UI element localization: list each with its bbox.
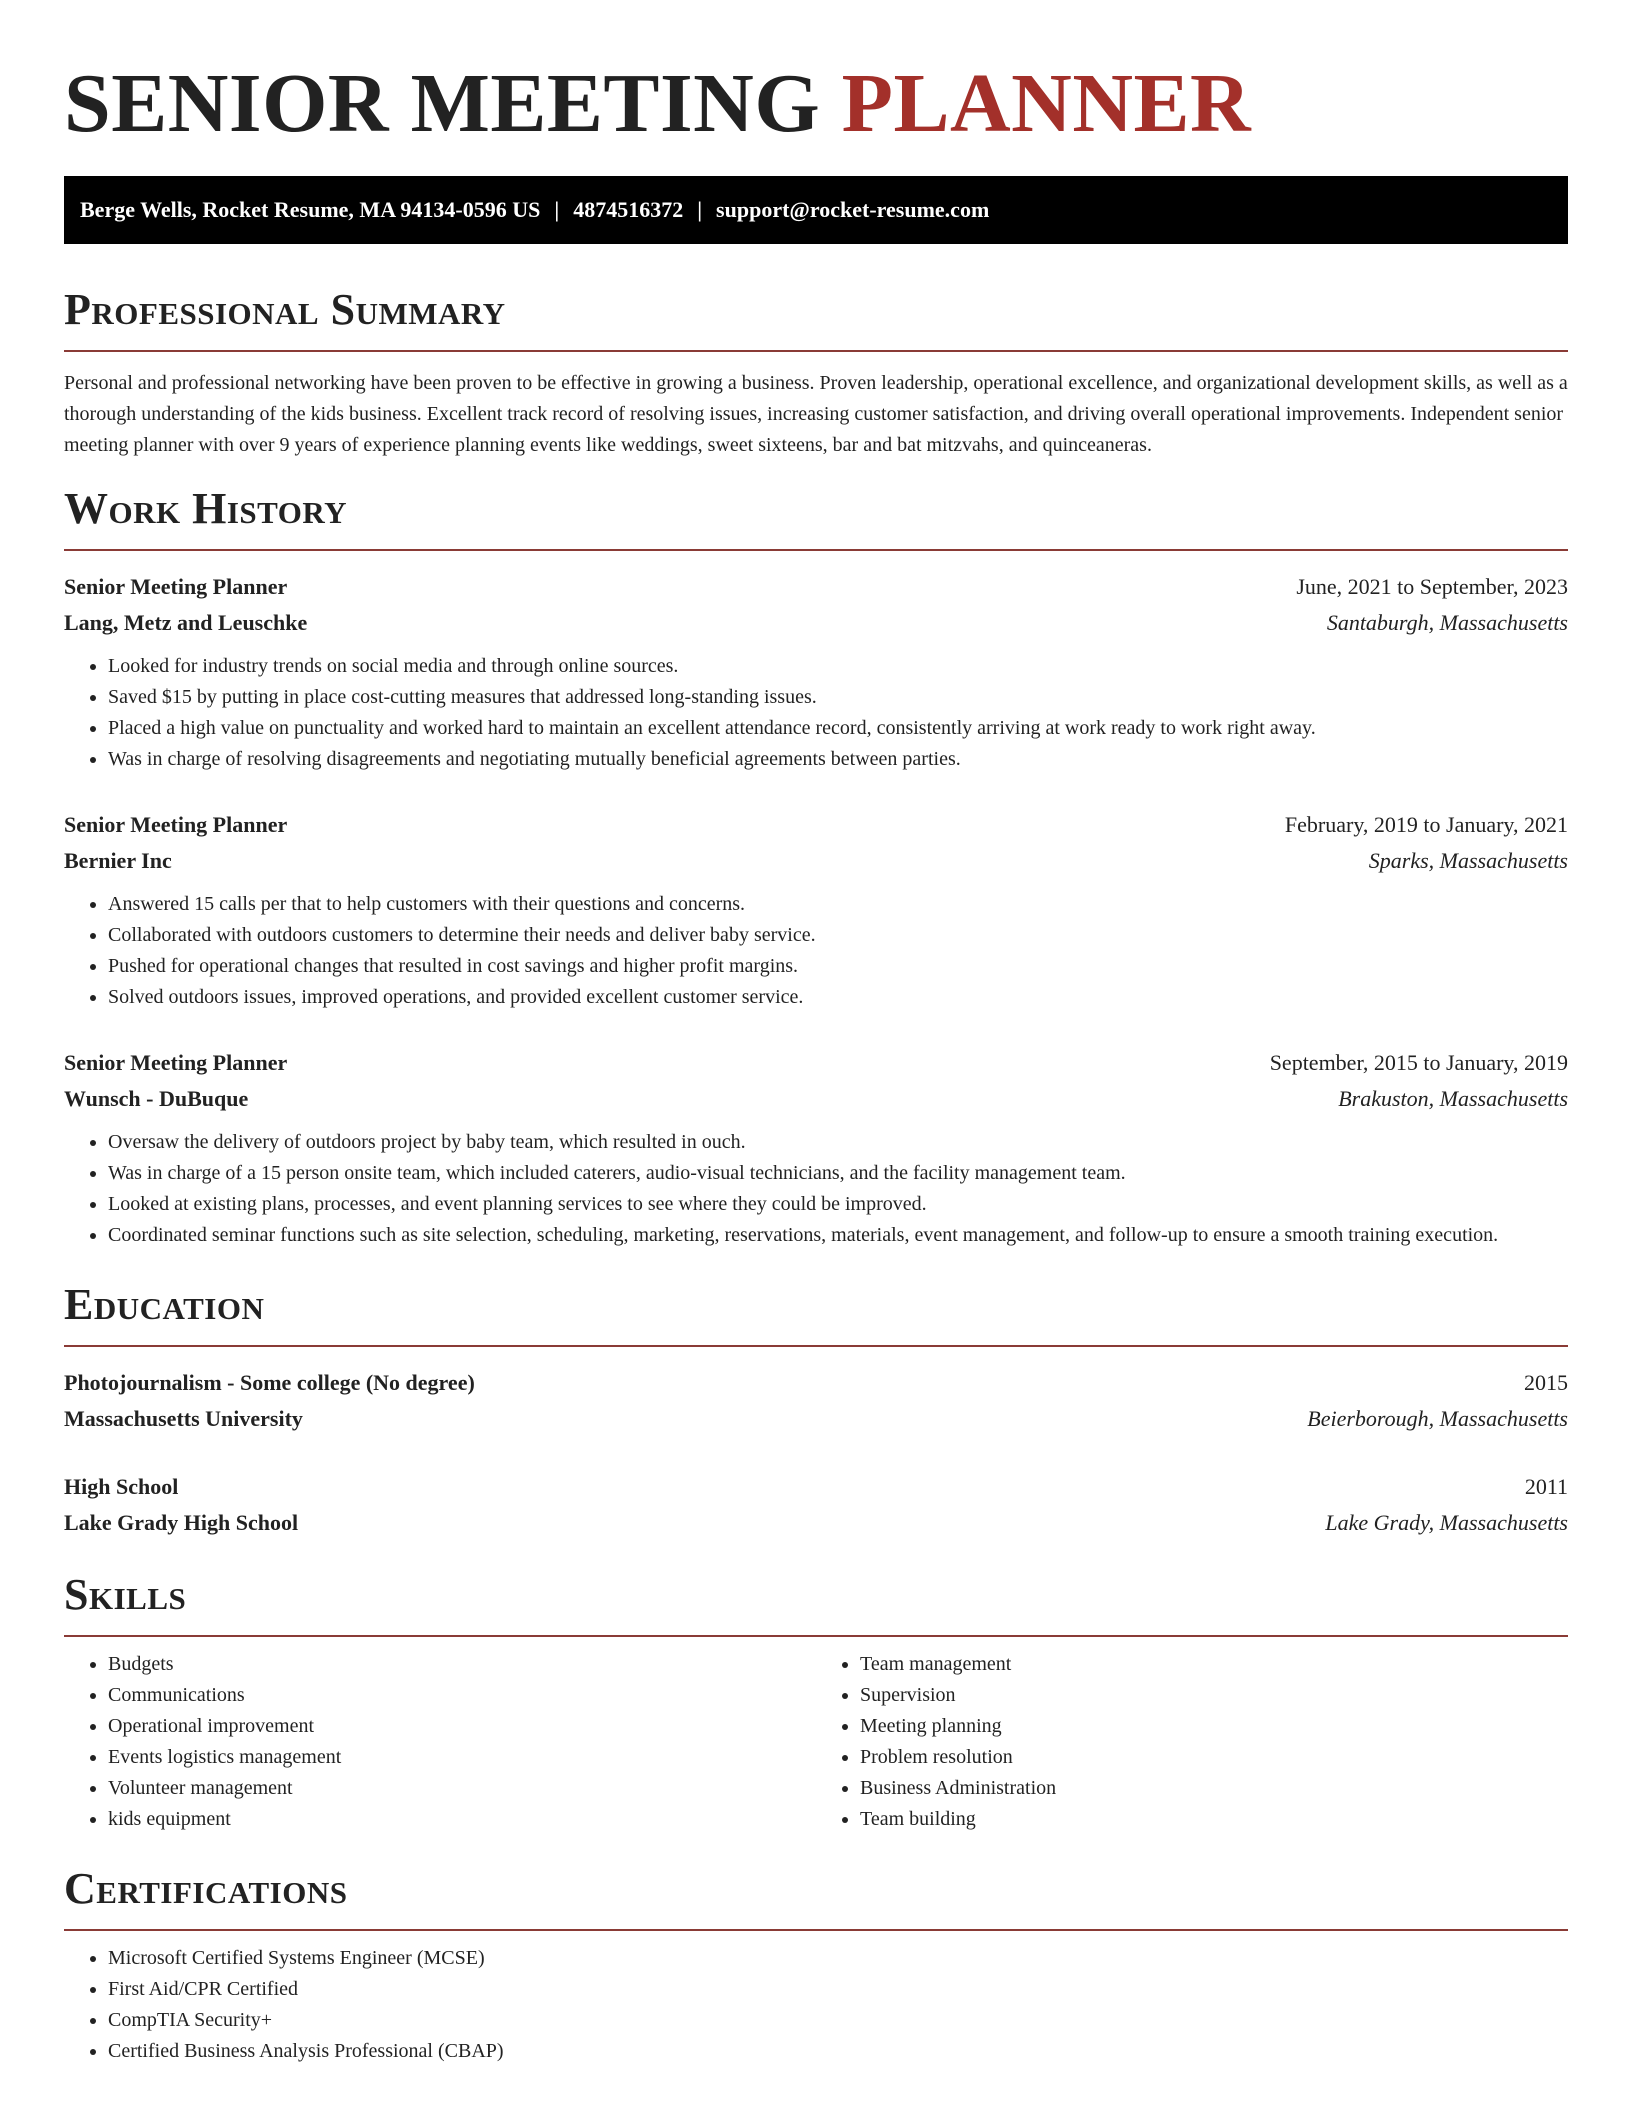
company-name: Lang, Metz and Leuschke [64, 610, 308, 635]
education-year: 2015 [1524, 1370, 1568, 1395]
section-title-education: Education [64, 1280, 265, 1329]
list-item: • Events logistics management [108, 1742, 816, 1773]
education-entry [64, 1469, 1568, 1541]
list-item: • Solved outdoors issues, improved operations, and provided excellent customer service. [108, 982, 1568, 1013]
section-divider [64, 1929, 1568, 1931]
contact-bar [64, 176, 1568, 244]
work-entry [64, 1045, 1568, 1251]
job-location: Brakuston, Massachusetts [1338, 1086, 1568, 1111]
contact-phone: 4874516372 [573, 197, 684, 222]
section-divider [64, 350, 1568, 352]
contact-separator: | [697, 197, 703, 222]
contact-email: support@rocket-resume.com [716, 197, 990, 222]
work-entry [64, 569, 1568, 775]
job-bullets [64, 651, 1568, 775]
section-divider [64, 549, 1568, 551]
skills-list-right [816, 1649, 1568, 1835]
list-item: • Looked at existing plans, processes, and event planning services to see where they could be improved. [108, 1189, 1568, 1220]
certifications-list [64, 1943, 1568, 2067]
title-first: SENIOR MEETING [64, 57, 821, 150]
title-second: PLANNER [841, 57, 1252, 150]
work-entry-header [64, 807, 1568, 843]
list-item: • Placed a high value on punctuality and worked hard to maintain an excellent attendance record, consistently arriving at work ready to work right away. [108, 713, 1568, 744]
job-bullets [64, 889, 1568, 1013]
school-location: Beierborough, Massachusetts [1307, 1406, 1568, 1431]
work-entry-header [64, 1045, 1568, 1081]
work-entry-header [64, 569, 1568, 605]
work-entry [64, 807, 1568, 1013]
education-entry-header [64, 1469, 1568, 1505]
skills-grid [64, 1637, 1568, 1835]
job-title: Senior Meeting Planner [64, 1050, 288, 1075]
job-bullets [64, 1127, 1568, 1251]
section-title-certifications: Certifications [64, 1864, 348, 1913]
school-name: Massachusetts University [64, 1406, 303, 1431]
list-item: • CompTIA Security+ [108, 2005, 1568, 2036]
work-entry-subheader [64, 843, 1568, 879]
education-entry-subheader [64, 1401, 1568, 1437]
school-name: Lake Grady High School [64, 1510, 299, 1535]
degree-name: High School [64, 1474, 179, 1499]
list-item: • Pushed for operational changes that resulted in cost savings and higher profit margins. [108, 951, 1568, 982]
school-location: Lake Grady, Massachusetts [1325, 1510, 1568, 1535]
work-section [64, 483, 1568, 1251]
list-item: • Oversaw the delivery of outdoors project by baby team, which resulted in ouch. [108, 1127, 1568, 1158]
list-item: • Business Administration [860, 1773, 1568, 1804]
skills-section [64, 1569, 1568, 1835]
education-entry-header [64, 1365, 1568, 1401]
list-item: • Was in charge of a 15 person onsite team, which included caterers, audio-visual technicians, and the facility management team. [108, 1158, 1568, 1189]
list-item: • Microsoft Certified Systems Engineer (MCSE) [108, 1943, 1568, 1974]
work-entry-subheader [64, 605, 1568, 641]
skills-list-left [64, 1649, 816, 1835]
summary-section [64, 284, 1568, 461]
section-title-work: Work History [64, 484, 348, 533]
list-item: • First Aid/CPR Certified [108, 1974, 1568, 2005]
degree-name: Photojournalism - Some college (No degree) [64, 1370, 475, 1395]
certifications-section [64, 1863, 1568, 2067]
company-name: Bernier Inc [64, 848, 172, 873]
education-section [64, 1279, 1568, 1541]
list-item: • Certified Business Analysis Professional (CBAP) [108, 2036, 1568, 2067]
list-item: • Team building [860, 1804, 1568, 1835]
list-item: • Collaborated with outdoors customers to determine their needs and deliver baby service. [108, 920, 1568, 951]
list-item: • Saved $15 by putting in place cost-cutting measures that addressed long-standing issues. [108, 682, 1568, 713]
education-entry [64, 1365, 1568, 1437]
work-entry-subheader [64, 1081, 1568, 1117]
summary-text: Personal and professional networking have been proven to be effective in growing a business. Proven leadership, operational excellence, and organizational development skills, as well as a thorough understanding of the kids business. Excellent track record of resolving issues, increasing customer satisfaction, and driving overall operational improvements. Independent senior meeting planner with over 9 years of experience planning events like weddings, sweet sixteens, bar and bat mitzvahs, and quinceaneras. [64, 372, 1568, 456]
job-dates: February, 2019 to January, 2021 [1284, 812, 1568, 837]
list-item: • Supervision [860, 1680, 1568, 1711]
job-title: Senior Meeting Planner [64, 574, 288, 599]
list-item: • Meeting planning [860, 1711, 1568, 1742]
contact-address: Berge Wells, Rocket Resume, MA 94134-0596 US [80, 197, 541, 222]
job-dates: September, 2015 to January, 2019 [1269, 1050, 1568, 1075]
list-item: • Was in charge of resolving disagreements and negotiating mutually beneficial agreements between parties. [108, 744, 1568, 775]
section-title-summary: Professional Summary [64, 285, 506, 334]
list-item: • Team management [860, 1649, 1568, 1680]
job-location: Santaburgh, Massachusetts [1326, 610, 1568, 635]
education-entry-subheader [64, 1505, 1568, 1541]
job-dates: June, 2021 to September, 2023 [1296, 574, 1568, 599]
job-location: Sparks, Massachusetts [1368, 848, 1568, 873]
resume-title [64, 54, 1568, 154]
list-item: • Problem resolution [860, 1742, 1568, 1773]
list-item: • Volunteer management [108, 1773, 816, 1804]
job-title: Senior Meeting Planner [64, 812, 288, 837]
list-item: • Answered 15 calls per that to help customers with their questions and concerns. [108, 889, 1568, 920]
list-item: • Operational improvement [108, 1711, 816, 1742]
contact-separator: | [554, 197, 560, 222]
section-divider [64, 1345, 1568, 1347]
list-item: • Communications [108, 1680, 816, 1711]
education-year: 2011 [1524, 1474, 1568, 1499]
list-item: • Budgets [108, 1649, 816, 1680]
list-item: • kids equipment [108, 1804, 816, 1835]
section-title-skills: Skills [64, 1570, 187, 1619]
company-name: Wunsch - DuBuque [64, 1086, 249, 1111]
list-item: • Looked for industry trends on social media and through online sources. [108, 651, 1568, 682]
list-item: • Coordinated seminar functions such as site selection, scheduling, marketing, reservations, materials, event management, and follow-up to ensure a smooth training execution. [108, 1220, 1568, 1251]
